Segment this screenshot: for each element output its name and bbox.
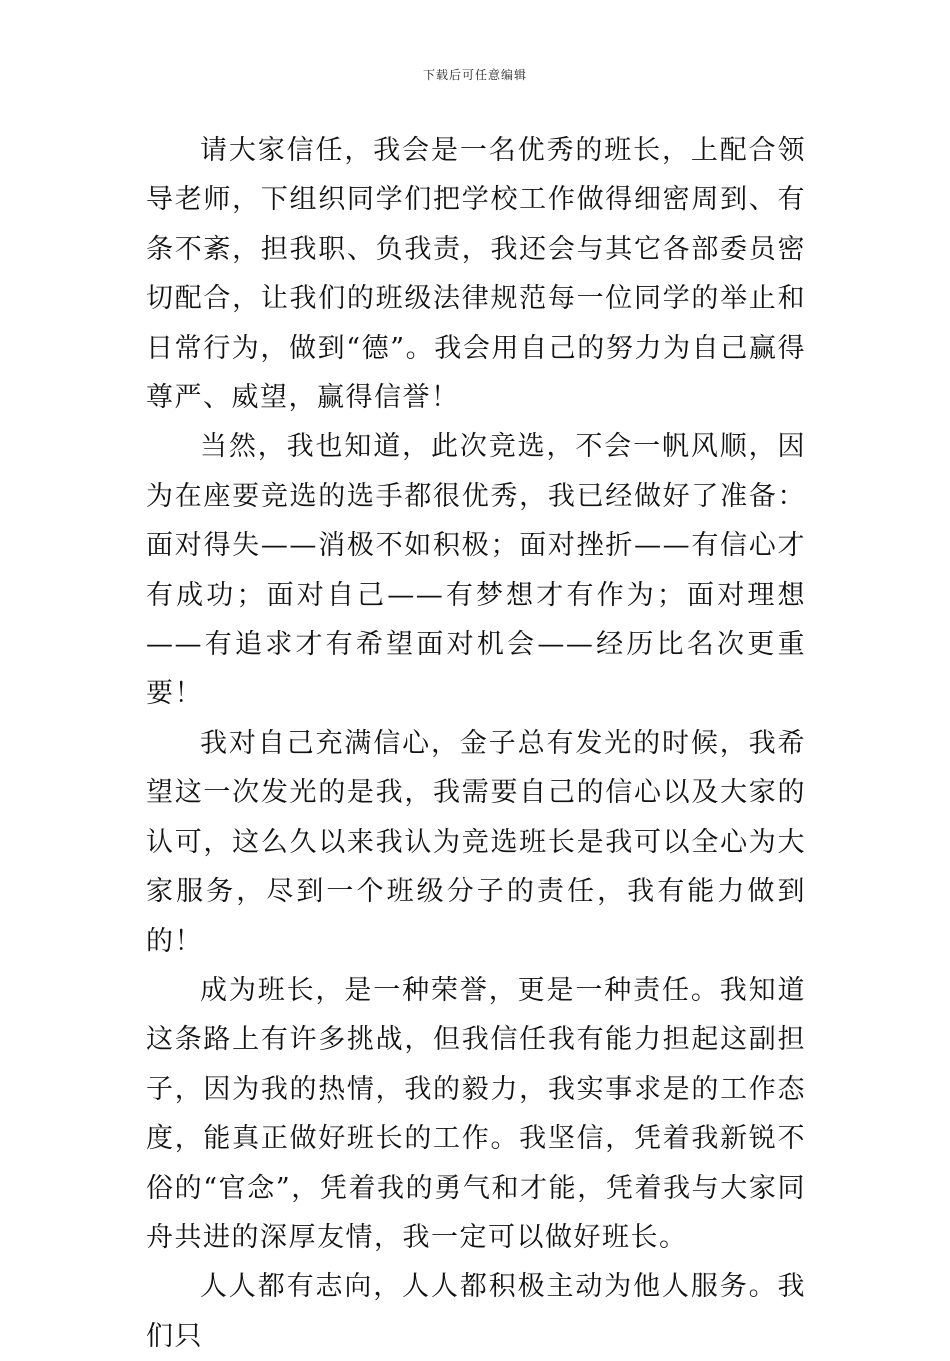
paragraph-5: 人人都有志向，人人都积极主动为他人服务。我们只 [146, 1271, 806, 1352]
paragraph-1: 请大家信任，我会是一名优秀的班长，上配合领导老师，下组织同学们把学校工作做得细密周到、有条不紊，担我职、负我责，我还会与其它各部委员密切配合，让我们的班级法律规范每一位同学的举止和日常行为，做到“德”。我会用自己的努力为自己赢得尊严、威望，赢得信誉！ [146, 135, 806, 414]
paragraph-4: 成为班长，是一种荣誉，更是一种责任。我知道这条路上有许多挑战，但我信任我有能力担起这副担子，因为我的热情，我的毅力，我实事求是的工作态度，能真正做好班长的工作。我坚信，凭着我新锐不俗的“官念”，凭着我的勇气和才能，凭着我与大家同舟共进的深厚友情，我一定可以做好班长。 [146, 974, 806, 1253]
paragraph-3: 我对自己充满信心，金子总有发光的时候，我希望这一次发光的是我，我需要自己的信心以及大家的认可，这么久以来我认为竞选班长是我可以全心为大家服务，尽到一个班级分子的责任，我有能力做到的！ [146, 727, 806, 957]
document-body [146, 126, 806, 1361]
paragraph-2: 当然，我也知道，此次竞选，不会一帆风顺，因为在座要竞选的选手都很优秀，我已经做好了准备：面对得失——消极不如积极；面对挫折——有信心才有成功；面对自己——有梦想才有作为；面对理想——有追求才有希望面对机会——经历比名次更重要！ [146, 431, 806, 710]
page-header: 下载后可任意编辑 [422, 68, 527, 82]
